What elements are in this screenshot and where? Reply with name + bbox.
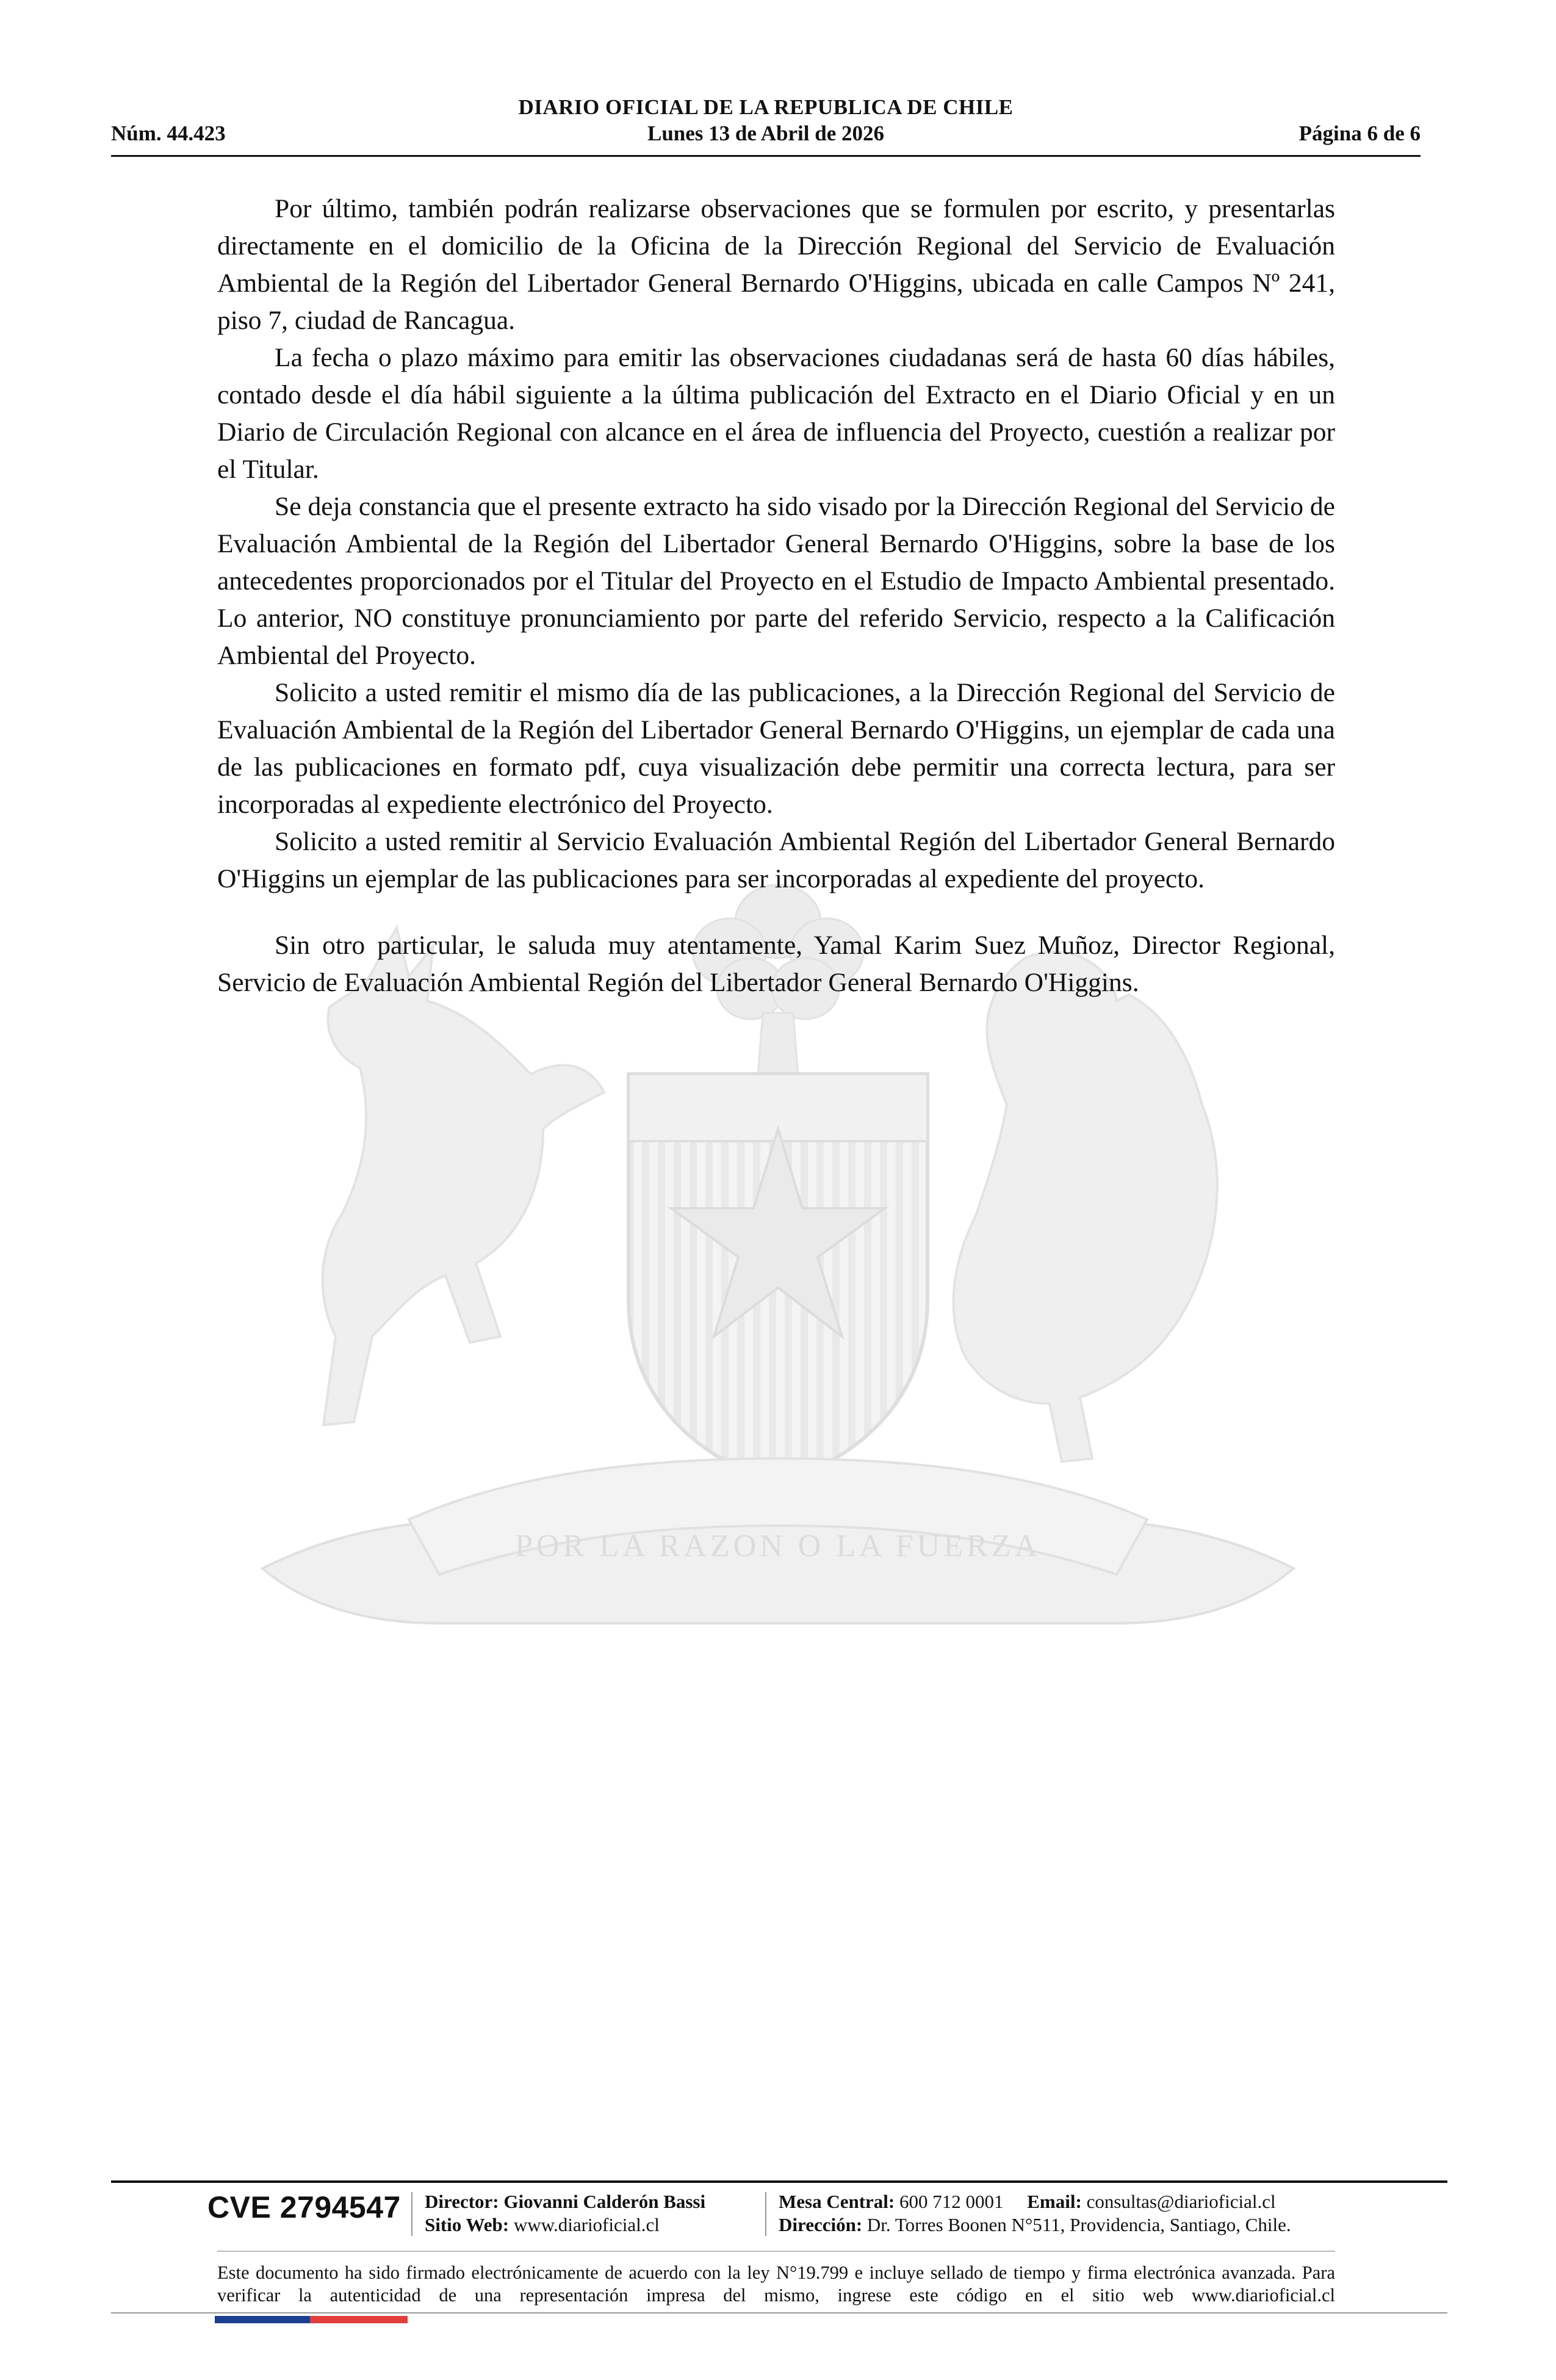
document-body [217,190,1335,1001]
paragraph: Solicito a usted remitir el mismo día de las publicaciones, a la Dirección Regional del Servicio de Evaluación Ambiental de la Región del Libertador General Bernardo O'Higgins, un ejemplar de cada una de las publicaciones en formato pdf, cuya visualización debe permitir una correcta lectura, para ser incorporadas al expediente electrónico del Proyecto. [217,678,1335,819]
address-text: Dr. Torres Boonen N°511, Providencia, Santiago, Chile. [866,2214,1291,2235]
footer-bottom-rule [111,2312,1447,2313]
website-link[interactable]: www.diarioficial.cl [513,2214,660,2235]
issue-number: Núm. 44.423 [111,121,226,145]
phone-label: Mesa Central: [779,2191,895,2212]
header-row [111,121,1421,146]
publication-title: DIARIO OFICIAL DE LA REPUBLICA DE CHILE [518,95,1014,119]
email-label: Email: [1027,2191,1082,2212]
paragraph: La fecha o plazo máximo para emitir las observaciones ciudadanas será de hasta 60 días hábiles, contado desde el día hábil siguiente a la última publicación del Extracto en el Diario Oficial y en un Diario de Circulación Regional con alcance en el área de influencia del Proyecto, cuestión a realizar por el Titular. [217,343,1335,484]
header-divider [111,155,1421,157]
footer-contact-left [425,2190,705,2237]
issue-date: Lunes 13 de Abril de 2026 [647,121,884,145]
director-name: Giovanni Calderón Bassi [503,2191,706,2212]
flag-stripe-blue [215,2316,310,2323]
address-label: Dirección: [779,2214,863,2235]
footer-inner-divider [217,2251,1335,2252]
page-number: Página 6 de 6 [1298,121,1421,145]
phone-number: 600 712 0001 [899,2191,1004,2212]
legal-notice: Este documento ha sido firmado electrónicamente de acuerdo con la ley N°19.799 e incluye sellado de tiempo y firma electrónica avanzada. Para verificar la autenticidad de una representación impresa del mismo, ingrese este código en el sitio web www.diarioficial.cl [217,2262,1335,2306]
flag-stripe-red [310,2316,408,2323]
director-label: Director: [425,2191,499,2212]
footer-contact-right [779,2190,1291,2237]
footer-separator [765,2192,766,2236]
email-link[interactable]: consultas@diarioficial.cl [1086,2191,1276,2212]
closing-signature: Sin otro particular, le saluda muy atentamente, Yamal Karim Suez Muñoz, Director Regional, Servicio de Evaluación Ambiental Región del Libertador General Bernardo O'Higgins. [217,931,1335,997]
footer-separator [411,2192,412,2236]
motto-text: POR LA RAZON O LA FUERZA [515,1529,1041,1563]
paragraph: Se deja constancia que el presente extracto ha sido visado por la Dirección Regional del Servicio de Evaluación Ambiental de la Región del Libertador General Bernardo O'Higgins, sobre la base de los antecedentes proporcionados por el Titular del Proyecto en el Estudio de Impacto Ambiental presentado. Lo anterior, NO constituye pronunciamiento por parte del referido Servicio, respecto a la Calificación Ambiental del Proyecto. [217,492,1335,670]
paragraph: Por último, también podrán realizarse observaciones que se formulen por escrito, y presentarlas directamente en el domicilio de la Oficina de la Dirección Regional del Servicio de Evaluación Ambiental de la Región del Libertador General Bernardo O'Higgins, ubicada en calle Campos Nº 241, piso 7, ciudad de Rancagua. [217,194,1335,335]
cve-code: CVE 2794547 [207,2190,401,2224]
website-label: Sitio Web: [425,2214,510,2235]
paragraph: Solicito a usted remitir al Servicio Evaluación Ambiental Región del Libertador General Bernardo O'Higgins un ejemplar de las publicaciones para ser incorporadas al expediente del proyecto. [217,827,1335,893]
footer-divider [111,2180,1447,2183]
